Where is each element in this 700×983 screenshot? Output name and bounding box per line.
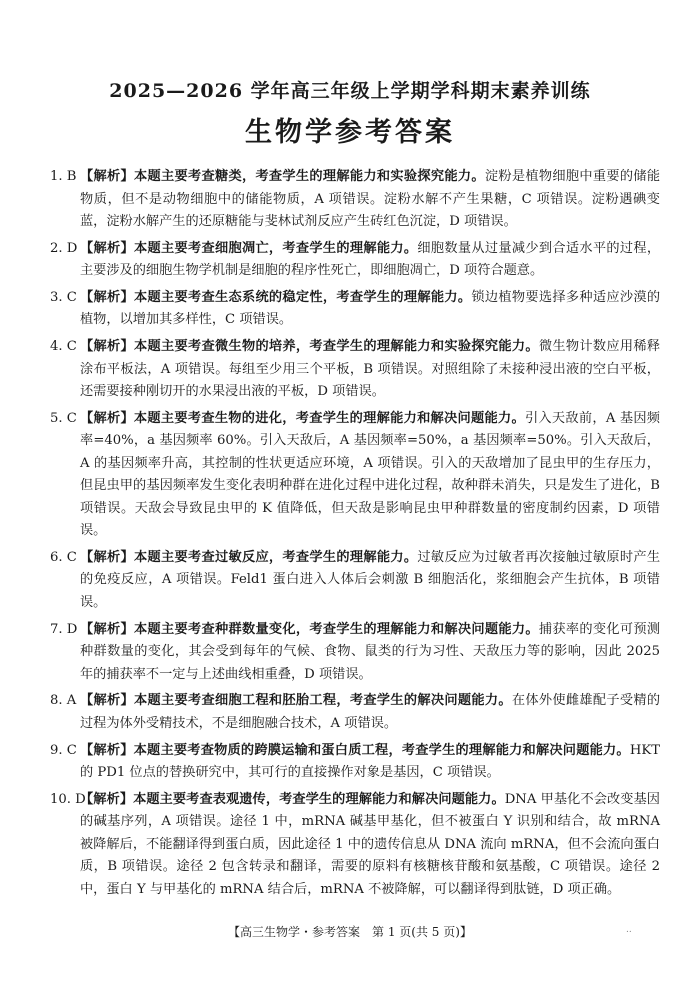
answer-item: [50, 336, 660, 404]
answer-number: 6. C: [50, 549, 77, 565]
answer-number: 9. C: [50, 742, 77, 758]
answer-analysis-lead: 【解析】本题主要考查微生物的培养，考查学生的理解能力和实验探究能力。: [80, 339, 539, 355]
exam-subtitle: 2025—2026 学年高三年级上学期学科期末素养训练: [109, 80, 591, 102]
page-footer: 【高三生物学・参考答案 第 1 页(共 5 页)】: [228, 925, 472, 939]
answer-analysis-lead: 【解析】本题主要考查种群数量变化，考查学生的理解能力和解决问题能力。: [80, 621, 539, 637]
answer-analysis-lead: 【解析】本题主要考查生物的进化，考查学生的理解能力和解决问题能力。: [80, 410, 525, 426]
answer-explanation: 过敏反应为过敏者再次接触过敏原时产生的免疫反应，A 项错误。Feld1 蛋白进入人体后会刺激 B 细胞活化，浆细胞会产生抗体，B 项错误。: [80, 549, 661, 610]
page-title: 生物学参考答案: [245, 117, 455, 148]
answer-explanation: DNA 甲基化不会改变基因的碱基序列，A 项错误。途径 1 中，mRNA 碱基甲基化，但不被蛋白 Y 识别和结合，故 mRNA 被降解后，不能翻译得到蛋白质，因此途径 1 中的遗传信息从 DNA 流向 mRNA，但不会流向蛋白质，B 项错误。途径 2 包含转录和翻译，需要的原料有核糖核苷酸和氨基酸，C 项错误。途径 2 中，蛋白 Y 与甲基化的 mRNA 结合后，mRNA 不被降解，可以翻译得到肽链，D 项正确。: [80, 791, 660, 897]
answer-analysis-lead: 【解析】本题主要考查细胞工程和胚胎工程，考查学生的解决问题能力。: [80, 693, 512, 709]
answer-number: 7. D: [50, 621, 78, 637]
answer-list: [50, 166, 660, 905]
answer-analysis-lead: 【解析】本题主要考查过敏反应，考查学生的理解能力。: [80, 549, 418, 565]
answer-explanation: 淀粉是植物细胞中重要的储能物质，但不是动物细胞中的储能物质，A 项错误。淀粉水解不产生果糖，C 项错误。淀粉遇碘变蓝，淀粉水解产生的还原糖能与斐林试剂反应产生砖红色沉淀，D 项错误。: [80, 169, 661, 229]
answer-number: 2. D: [50, 240, 78, 256]
answer-explanation: 引入天敌前，A 基因频率=40%，a 基因频率 60%。引入天敌后，A 基因频率=50%，a 基因频率=50%。引入天敌后，A 的基因频率升高，其控制的性状更适应环境，A 项错误。引入的天敌增加了昆虫甲的生存压力，但昆虫甲的基因频率发生变化表明种群在进化过程中进化过程，故种群未消失，只是发生了进化，B 项错误。天敌会导致昆虫甲的 K 值降低，但天敌是影响昆虫甲种群数量的密度制约因素，D 项错误。: [80, 410, 660, 539]
answer-explanation: 锁边植物要选择多种适应沙漠的植物，以增加其多样性，C 项错误。: [80, 289, 661, 328]
answer-analysis-lead: 【解析】本题主要考查糖类，考查学生的理解能力和实验探究能力。: [80, 169, 485, 184]
answer-analysis-lead: 【解析】本题主要考查物质的跨膜运输和蛋白质工程，考查学生的理解能力和解决问题能力。: [80, 742, 630, 758]
answer-number: 3. C: [50, 289, 77, 305]
answer-number: 10. D: [50, 791, 86, 807]
answer-analysis-lead: 【解析】本题主要考查生态系统的稳定性，考查学生的理解能力。: [80, 289, 472, 305]
answer-number: 4. C: [50, 339, 77, 355]
answer-item: [50, 238, 660, 283]
answer-item: [50, 690, 660, 735]
answer-number: 5. C: [50, 410, 77, 426]
corner-mark: ..: [626, 925, 632, 935]
answer-explanation: HKT 的 PD1 位点的替换研究中，其可行的直接操作对象是基因，C 项错误。: [80, 742, 660, 780]
answer-explanation: 微生物计数应用稀释涂布平板法，A 项错误。每组至少用三个平板，B 项错误。对照组除了未接种浸出液的空白平板，还需要接种刚切开的水果浸出液的平板，D 项错误。: [80, 339, 661, 400]
answer-item: [50, 619, 660, 687]
answer-item: [50, 287, 660, 332]
answer-explanation: 在体外使雌雄配子受精的过程为体外受精技术，不是细胞融合技术，A 项错误。: [80, 693, 661, 731]
answer-analysis-lead: 【解析】本题主要考查细胞凋亡，考查学生的理解能力。: [80, 240, 418, 256]
answer-analysis-lead: 【解析】本题主要考查表观遗传，考查学生的理解能力和解决问题能力。: [80, 791, 505, 807]
answer-item: [50, 547, 660, 615]
answer-item: [50, 408, 660, 543]
answer-explanation: 捕获率的变化可预测种群数量的变化，其会受到每年的气候、食物、鼠类的行为习性、天敌压力等的影响，因此 2025 年的捕获率不一定与上述曲线相重叠，D 项错误。: [80, 621, 661, 682]
answer-item: [50, 789, 660, 902]
answer-explanation: 细胞数量从过量减少到合适水平的过程，主要涉及的细胞生物学机制是细胞的程序性死亡，即细胞凋亡，D 项符合题意。: [80, 240, 661, 279]
answer-item: [50, 166, 660, 234]
answer-number: 1. B: [50, 169, 77, 184]
answer-number: 8. A: [50, 693, 77, 709]
answer-item: [50, 740, 660, 785]
